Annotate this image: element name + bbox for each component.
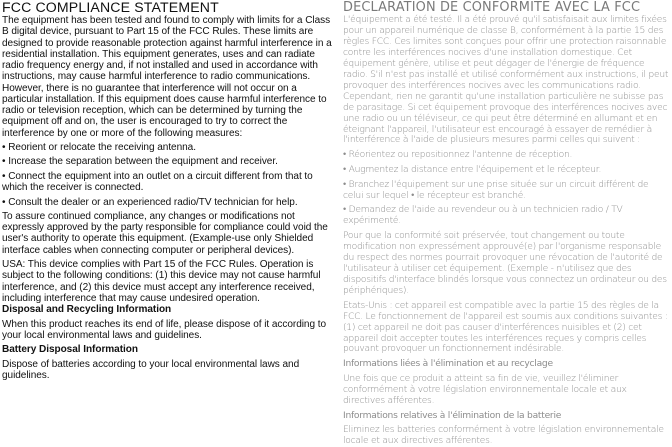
- measure-different-outlet-fr: • Branchez l'équipement sur une prise située sur un circuit différent de celui sur lequel • le récepteur est branché.: [343, 179, 649, 201]
- fcc-compliance-title: FCC COMPLIANCE STATEMENT: [2, 0, 219, 15]
- measure-reorient-fr: • Réorientez ou repositionnez l'antenne de réception.: [343, 150, 573, 161]
- usa-part15-paragraph: USA: This device complies with Part 15 of the FCC Rules. Operation is subject to the following conditions: (1) this device may not cause harmful interference, and (2) this device must accept any interference received, including interference that may cause undesired operation.: [2, 259, 321, 304]
- battery-text-fr: Eliminez les batteries conformément à votre législation environnementale locale et aux directives afférentes.: [343, 425, 664, 447]
- shielded-cables-paragraph: To assure continued compliance, any changes or modifications not expressly approved by the party responsible for compliance could void the user's authority to operate this equipment. (Example-use only Shielded interface cables when connecting computer or peripheral devices).: [2, 210, 328, 256]
- disposal-text: When this product reaches its end of life, please dispose of it according to your local environmental laws and guidelines.: [2, 318, 327, 341]
- battery-heading-fr: Informations relatives à l'élimination de la batterie: [343, 410, 562, 421]
- disposal-text-fr: Une fois que ce produit a atteint sa fin de vie, veuillez l'éliminer conformément à votre législation environnementale locale et aux directives afférentes.: [343, 373, 627, 406]
- disposal-heading-fr: Informations liées à l'élimination et au recyclage: [343, 359, 553, 370]
- measure-reorient: • Reorient or relocate the receiving antenna.: [2, 141, 196, 153]
- disposal-heading: Disposal and Recycling Information: [2, 304, 172, 316]
- fcc-intro-paragraph-fr: L'équipement a été testé. Il a été prouvé qu'il satisfaisait aux limites fixées pour un appareil numérique de classe B, conformément à la partie 15 des règles FCC. Ces limites sont conçues pour offrir une protection raisonnable contre les interférences nocives d'une installation domestique. Cet équipement génère, utilise et peut dégager de l'énergie de fréquence radio. S'il n'est pas installé et utilisé conformément aux instructions, il peut provoquer des interférences nocives avec les communications radio. Cependant, rien ne garantit qu'une installation particulière ne subisse pas de parasitage. Si cet équipement provoque des interférences nocives avec une radio ou un téléviseur, ce qui peut être déterminé en allumant et en éteignant l'appareil, l'utilisateur est encouragé à essayer de remédier à l'interférence à l'aide de plusieurs mesures parmi celles qui suivent :: [343, 15, 669, 146]
- measure-different-outlet: • Connect the equipment into an outlet on a circuit different from that to which the receiver is connected.: [2, 170, 313, 194]
- measure-consult-dealer-fr: • Demandez de l'aide au revendeur ou à un technicien radio / TV expérimenté.: [343, 205, 623, 227]
- fcc-intro-paragraph: The equipment has been tested and found to comply with limits for a Class B digital device, pursuant to Part 15 of the FCC Rules. These limits are designed to provide reasonable protection against harmful interference in a residential installation. This equipment generates, uses and can radiate radio frequency energy and, if not installed and used in accordance with instructions, may cause harmful interference to radio communications. However, there is no guarantee that interference will not occur on a particular installation. If this equipment does cause harmful interference to radio or television reception, which can be determined by turning the equipment off and on, the user is encouraged to try to correct the interference by one or more of the following measures:: [2, 15, 332, 139]
- measure-increase-separation-fr: • Augmentez la distance entre l'équipement et le récepteur.: [343, 164, 602, 175]
- french-column: [343, 0, 670, 447]
- measure-consult-dealer: • Consult the dealer or an experienced radio/TV technician for help.: [2, 196, 298, 208]
- shielded-cables-paragraph-fr: Pour que la conformité soit préservée, tout changement ou toute modification non expressément approuvé(e) par l'organisme responsable du respect des normes pourrait provoquer une révocation de l'autorité de l'utilisateur à utiliser cet équipement. (Exemple - n'utilisez que des dispositifs d'interface blindés lorsque vous connectez un ordinateur ou des périphériques).: [343, 231, 667, 296]
- battery-text: Dispose of batteries according to your local environmental laws and guidelines.: [2, 358, 300, 381]
- english-column: [2, 0, 334, 381]
- fcc-declaration-title: DECLARATION DE CONFORMITE AVEC LA FCC: [343, 0, 641, 15]
- measure-increase-separation: • Increase the separation between the equipment and receiver.: [2, 156, 278, 168]
- usa-part15-paragraph-fr: Etats-Unis : cet appareil est compatible avec la partie 15 des règles de la FCC. Le fonctionnement de l'appareil est soumis aux conditions suivantes : (1) cet appareil ne doit pas causer d'interférences nuisibles et (2) cet appareil doit accepter toutes les interférences reçues y compris celles pouvant provoquer un fonctionnement indésirable.: [343, 300, 668, 355]
- battery-heading: Battery Disposal Information: [2, 344, 138, 356]
